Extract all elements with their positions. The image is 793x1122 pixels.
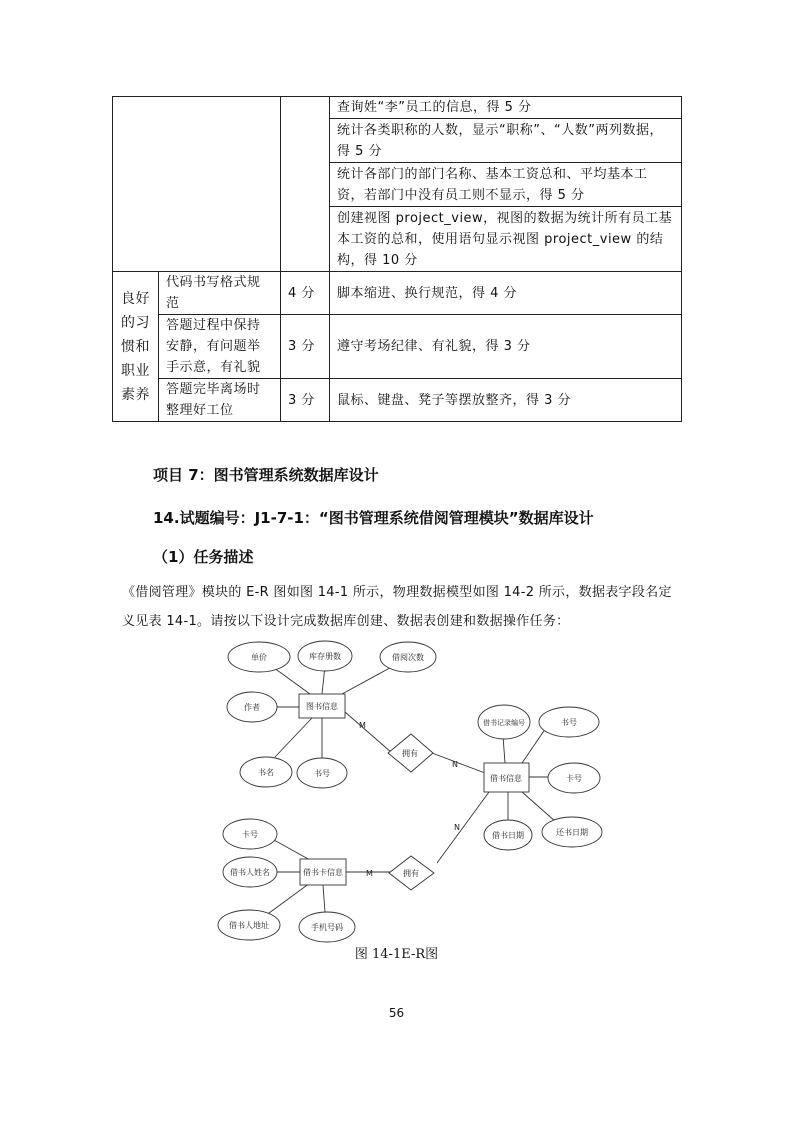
item-cell: 代码书写格式规范: [159, 272, 281, 315]
criteria-cell: 统计各类职称的人数，显示“职称”、“人数”两列数据，得 5 分: [330, 119, 682, 163]
item-cell: 答题完毕离场时整理好工位: [159, 379, 281, 422]
item-cell: 答题过程中保持安静，有问题举手示意，有礼貌: [159, 315, 281, 379]
project-heading: 项目 7：图书管理系统数据库设计: [153, 466, 379, 484]
attr-price: 单价: [251, 653, 267, 662]
task-description: 《借阅管理》模块的 E-R 图如图 14-1 所示，物理数据模型如图 14-2 所示，数据表字段名定义见表 14-1。请按以下设计完成数据库创建、数据表创建和数据操作任务：: [122, 585, 672, 629]
attr-person-name: 借书人姓名: [230, 868, 270, 877]
entity-card: 借书卡信息: [303, 868, 343, 877]
figure-caption: 图 14-1E-R图: [354, 947, 439, 962]
attr-person-addr: 借书人地址: [229, 921, 269, 930]
relation-1: 拥有: [402, 749, 418, 758]
entity-borrow: 借书信息: [490, 774, 522, 783]
attr-return-date: 还书日期: [556, 828, 588, 837]
attr-borrow-book-no: 书号: [561, 718, 577, 727]
score-cell: 3 分: [281, 379, 330, 422]
relation-2: 拥有: [403, 869, 419, 878]
score-cell: 4 分: [281, 272, 330, 315]
criteria-cell: 脚本缩进、换行规范，得 4 分: [330, 272, 682, 315]
criteria-cell: 统计各部门的部门名称、基本工资总和、平均基本工资，若部门中没有员工则不显示，得 5 分: [330, 163, 682, 207]
attr-borrow-card-no: 卡号: [566, 774, 582, 783]
attr-stock: 库存册数: [309, 652, 341, 661]
page-number: 56: [388, 1006, 405, 1020]
task-title: 14.试题编号：J1-7-1：“图书管理系统借阅管理模块”数据库设计: [153, 509, 594, 527]
criteria-cell: 查询姓“李”员工的信息，得 5 分: [330, 97, 682, 119]
criteria-cell: 鼠标、键盘、凳子等摆放整齐，得 3 分: [330, 379, 682, 422]
category-cell: 良好的习惯和职业素养: [113, 272, 159, 422]
card-m-book: M: [359, 721, 366, 730]
card-n-borrow2: N: [454, 823, 460, 832]
attr-borrow-date: 借书日期: [492, 831, 524, 840]
entity-book: 图书信息: [306, 702, 338, 711]
attr-card-no: 卡号: [242, 830, 258, 839]
card-n-borrow: N: [452, 760, 458, 769]
score-cell: 3 分: [281, 315, 330, 379]
card-m-card: M: [366, 869, 373, 878]
section-subheading: （1）任务描述: [153, 548, 254, 566]
criteria-cell: 创建视图 project_view，视图的数据为统计所有员工基本工资的总和，使用语句显示视图 project_view 的结构，得 10 分: [330, 207, 682, 272]
attr-book-name: 书名: [258, 768, 274, 777]
attr-book-no: 书号: [314, 769, 330, 778]
attr-author: 作者: [244, 703, 260, 712]
attr-record-no: 借书记录编号: [483, 719, 525, 727]
attr-phone: 手机号码: [311, 923, 343, 932]
criteria-cell: 遵守考场纪律、有礼貌，得 3 分: [330, 315, 682, 379]
attr-borrow-count: 借阅次数: [392, 653, 424, 662]
